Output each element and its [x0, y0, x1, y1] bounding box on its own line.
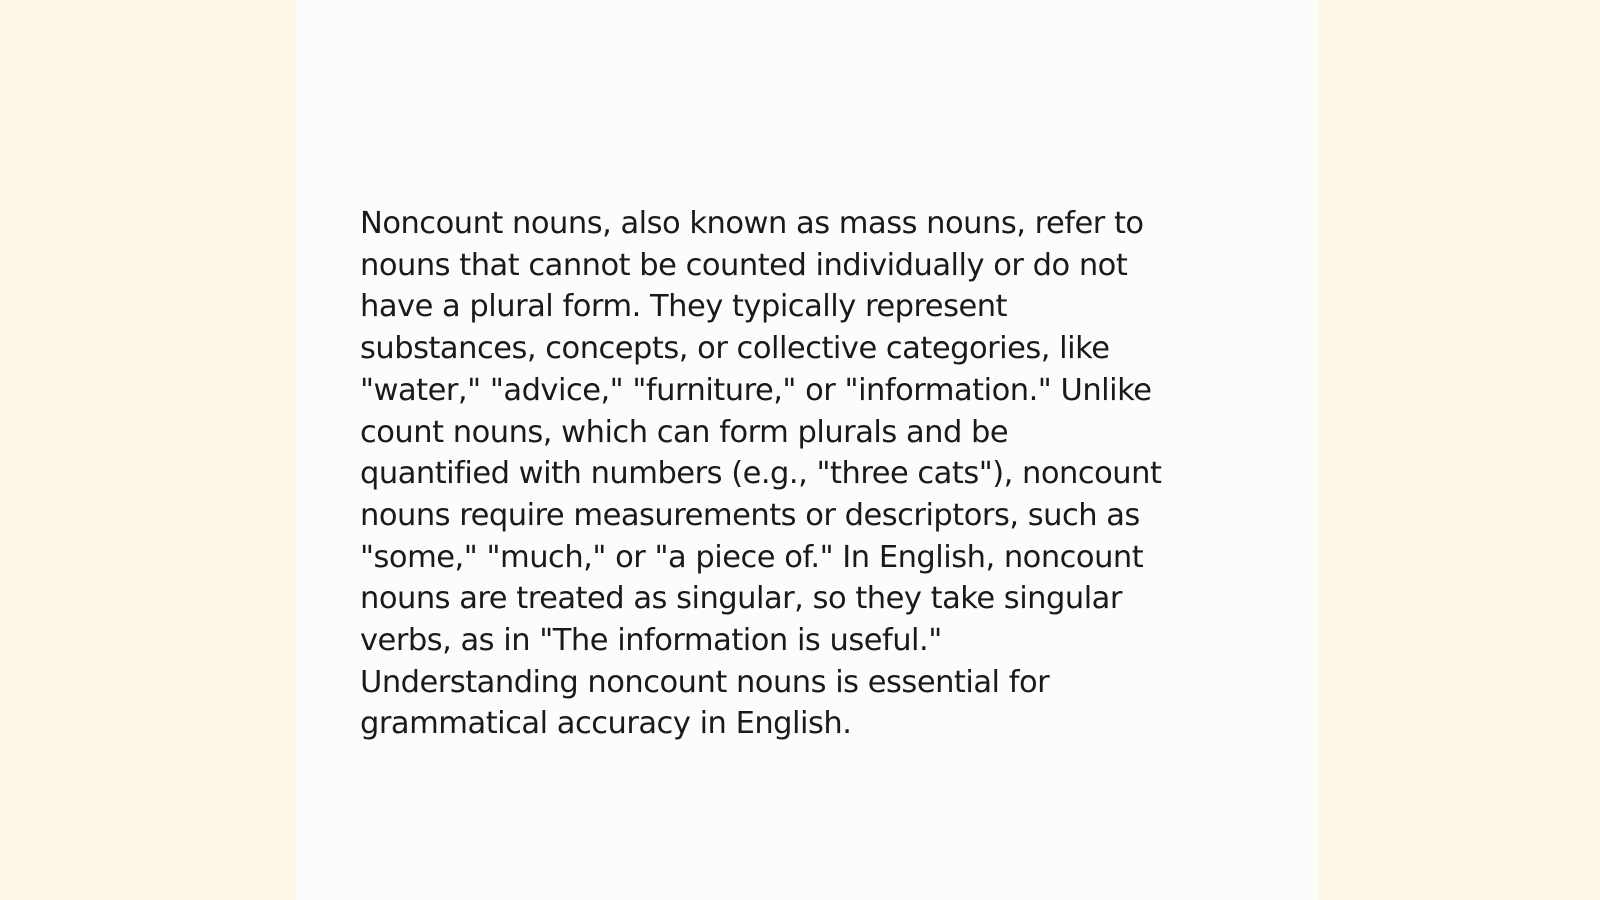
- text-line: substances, concepts, or collective categories, like: [360, 331, 1110, 367]
- text-line: nouns are treated as singular, so they take singular: [360, 581, 1122, 617]
- text-line: Noncount nouns, also known as mass nouns, refer to: [360, 206, 1144, 241]
- text-line: "water," "advice," "furniture," or "information." Unlike: [360, 372, 1152, 408]
- text-line: Understanding noncount nouns is essential for: [360, 664, 1050, 700]
- text-line: quantified with numbers (e.g., "three cats"), noncount: [360, 456, 1162, 492]
- text-line: nouns require measurements or descriptors, such as: [360, 497, 1140, 533]
- left-margin-panel: [0, 0, 296, 900]
- text-line: "some," "much," or "a piece of." In English, noncount: [360, 539, 1144, 575]
- text-line: verbs, as in "The information is useful.": [360, 623, 942, 659]
- text-line: grammatical accuracy in English.: [360, 706, 852, 742]
- text-line: nouns that cannot be counted individually or do not: [360, 247, 1128, 283]
- right-margin-panel: [1318, 0, 1600, 900]
- text-line: have a plural form. They typically represent: [360, 289, 1008, 325]
- text-line: count nouns, which can form plurals and be: [360, 414, 1009, 450]
- document-slide: [296, 0, 1318, 900]
- body-paragraph: [360, 203, 1250, 745]
